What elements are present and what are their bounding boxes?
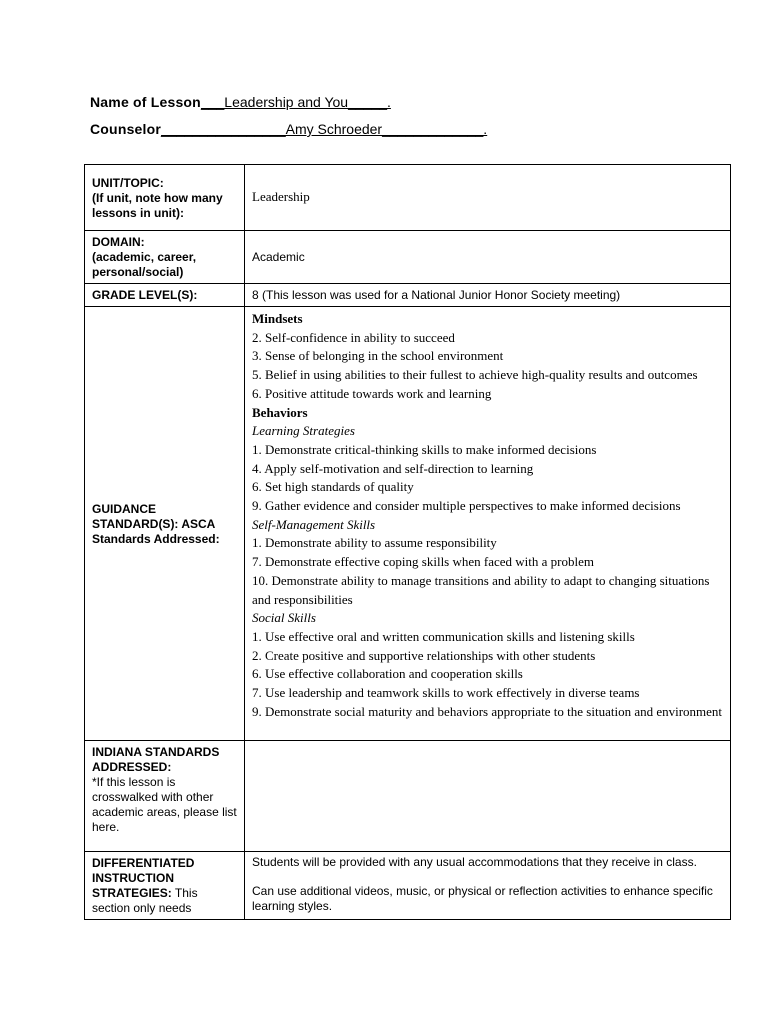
learning-item: 1. Demonstrate critical-thinking skills to make informed decisions — [252, 441, 597, 457]
indiana-standards-label — [85, 741, 245, 852]
row-grade-level — [85, 284, 731, 307]
differentiated-paragraph: Can use additional videos, music, or physical or reflection activities to enhance specific learning styles. — [252, 884, 713, 913]
domain-value: Academic — [245, 231, 731, 284]
lesson-name-value: ___Leadership and You_____. — [200, 94, 391, 110]
social-skills-item: 2. Create positive and supportive relationships with other students — [252, 647, 596, 663]
unit-topic-label — [85, 165, 245, 231]
indiana-standards-note: *If this lesson is crosswalked with other academic areas, please list here. — [92, 775, 237, 834]
learning-strategies-heading: Learning Strategies — [252, 423, 355, 439]
self-management-item: 1. Demonstrate ability to assume responsibility — [252, 535, 497, 551]
social-skills-item: 6. Use effective collaboration and cooperation skills — [252, 666, 523, 682]
counselor-label: Counselor — [90, 121, 162, 137]
indiana-standards-label-bold: INDIANA STANDARDS ADDRESSED: — [92, 745, 220, 774]
lesson-name-line — [90, 94, 391, 110]
differentiated-instruction-label — [85, 852, 245, 920]
mindsets-heading: Mindsets — [252, 311, 303, 326]
domain-label — [85, 231, 245, 284]
social-skills-item: 9. Demonstrate social maturity and behaviors appropriate to the situation and environment — [252, 703, 723, 719]
guidance-standards-content — [245, 307, 731, 741]
indiana-standards-value — [245, 741, 731, 852]
grade-level-label-bold: GRADE LEVEL(S): — [92, 288, 198, 302]
row-unit-topic — [85, 165, 731, 231]
unit-topic-value: Leadership — [245, 165, 731, 231]
counselor-line — [90, 121, 487, 137]
learning-item: 9. Gather evidence and consider multiple perspectives to make informed decisions — [252, 498, 681, 514]
domain-label-bold: DOMAIN: — [92, 235, 145, 249]
grade-level-label — [85, 284, 245, 307]
mindsets-item: 3. Sense of belonging in the school environment — [252, 348, 504, 364]
unit-topic-label-bold: UNIT/TOPIC: — [92, 175, 164, 190]
guidance-standards-label-bold: GUIDANCE STANDARD(S): ASCA Standards Addressed: — [92, 501, 220, 546]
row-guidance-standards — [85, 307, 731, 741]
row-differentiated-instruction — [85, 852, 731, 920]
lesson-plan-table — [84, 164, 731, 920]
social-skills-item: 7. Use leadership and teamwork skills to work effectively in diverse teams — [252, 685, 640, 701]
social-skills-heading: Social Skills — [252, 610, 316, 626]
mindsets-item: 5. Belief in using abilities to their fullest to achieve high-quality results and outcomes — [252, 367, 698, 383]
learning-item: 6. Set high standards of quality — [252, 479, 414, 495]
self-management-item: 7. Demonstrate effective coping skills when faced with a problem — [252, 554, 594, 570]
differentiated-label-rest: This section only needs — [92, 886, 198, 915]
social-skills-item: 1. Use effective oral and written communication skills and listening skills — [252, 628, 635, 644]
mindsets-item: 6. Positive attitude towards work and learning — [252, 385, 492, 401]
learning-item: 4. Apply self-motivation and self-direction to learning — [252, 460, 534, 476]
differentiated-instruction-content — [245, 852, 731, 920]
unit-topic-label-note: (If unit, note how many lessons in unit): — [92, 190, 223, 220]
lesson-name-label: Name of Lesson — [90, 94, 201, 110]
self-management-item: 10. Demonstrate ability to manage transitions and ability to adapt to changing situations and responsibilities — [252, 572, 710, 607]
differentiated-label-bold: DIFFERENTIATED INSTRUCTION STRATEGIES: — [92, 856, 195, 900]
counselor-value: ________________Amy Schroeder_____________. — [161, 121, 488, 137]
mindsets-item: 2. Self-confidence in ability to succeed — [252, 329, 455, 345]
behaviors-heading: Behaviors — [252, 404, 308, 420]
row-indiana-standards — [85, 741, 731, 852]
guidance-standards-label — [85, 307, 245, 741]
grade-level-value: 8 (This lesson was used for a National Junior Honor Society meeting) — [245, 284, 731, 307]
self-management-heading: Self-Management Skills — [252, 516, 376, 532]
differentiated-paragraph: Students will be provided with any usual accommodations that they receive in class. — [252, 855, 697, 869]
row-domain — [85, 231, 731, 284]
domain-label-note: (academic, career, personal/social) — [92, 250, 197, 279]
